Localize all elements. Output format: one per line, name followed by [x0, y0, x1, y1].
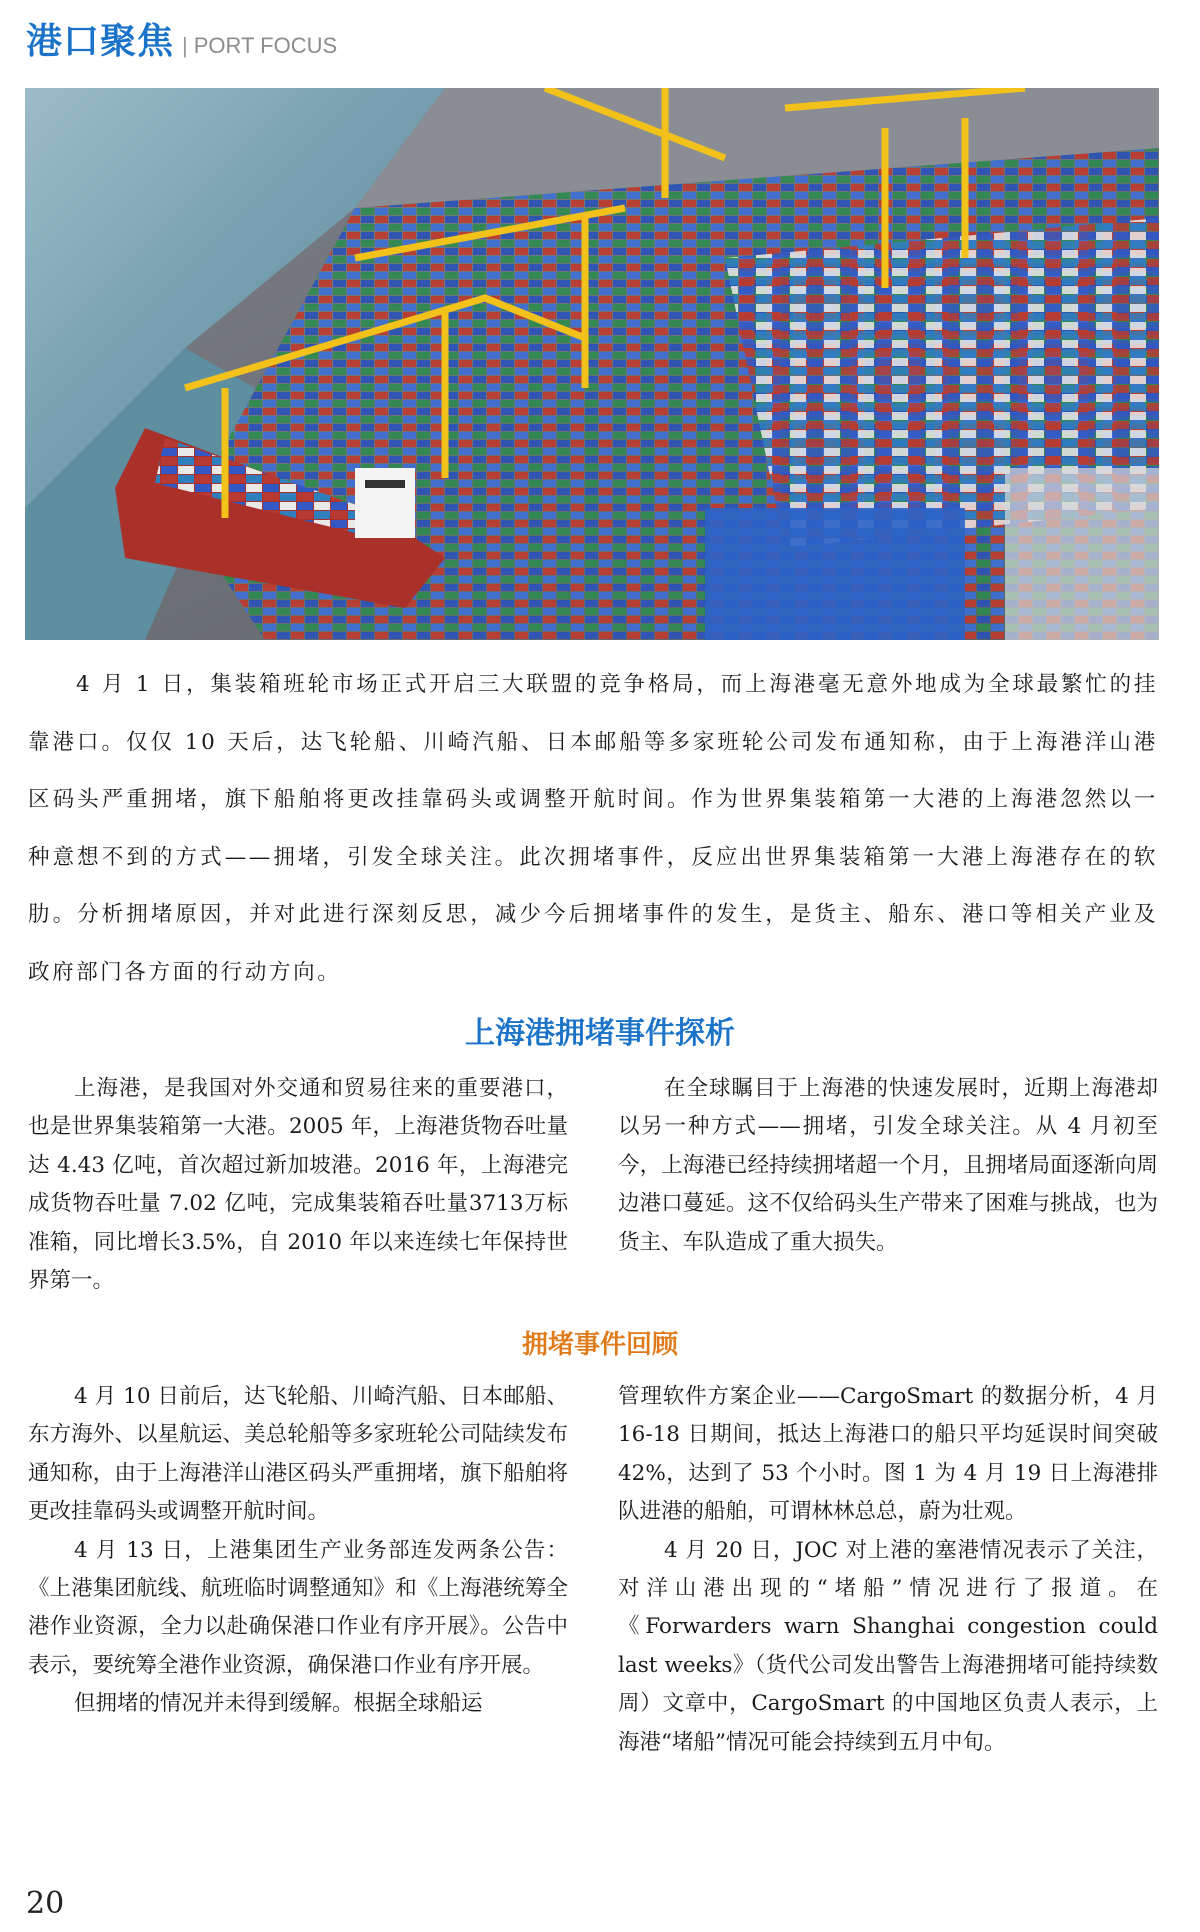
intro-paragraph: 4 月 1 日，集装箱班轮市场正式开启三大联盟的竞争格局，而上海港毫无意外地成为全球最繁忙的挂靠港口。仅仅 10 天后，达飞轮船、川崎汽船、日本邮船等多家班轮公司发布通知称，由于上海港洋山港区码头严重拥堵，旗下船舶将更改挂靠码头或调整开航时间。作为世界集装箱第一大港的上海港忽然以一种意想不到的方式——拥堵，引发全球关注。此次拥堵事件，反应出世界集装箱第一大港上海港存在的软肋。分析拥堵原因，并对此进行深刻反思，减少今后拥堵事件的发生，是货主、船东、港口等相关产业及政府部门各方面的行动方向。: [28, 672, 1158, 985]
subsection-right-column: [618, 1378, 1158, 1762]
header-separator: |: [182, 33, 188, 58]
subsection-left-paragraph: 4 月 13 日，上港集团生产业务部连发两条公告：《上港集团航线、航班临时调整通知》和《上海港统筹全港作业资源，全力以赴确保港口作业有序开展》。公告中表示，要统筹全港作业资源，确保港口作业有序开展。: [28, 1537, 568, 1678]
subsection-right-paragraph: 4 月 20 日，JOC 对上港的塞港情况表示了关注，对洋山港出现的“堵船”情况进行了报道。在《Forwarders warn Shanghai congestion could last weeks》（货代公司发出警告上海港拥堵可能持续数周）文章中，CargoSmart 的中国地区负责人表示，上海港“堵船”情况可能会持续到五月中旬。: [618, 1537, 1158, 1755]
section-left-column: [28, 1070, 568, 1300]
port-photo-illustration: [25, 88, 1159, 640]
subsection-right-paragraph: 管理软件方案企业——CargoSmart 的数据分析，4 月 16-18 日期间，抵达上海港口的船只平均延误时间突破 42%，达到了 53 个小时。图 1 为 4 月 19 日上海港排队进港的船舶，可谓林林总总，蔚为壮观。: [618, 1384, 1158, 1525]
section-right-paragraph: 在全球瞩目于上海港的快速发展时，近期上海港却以另一种方式——拥堵，引发全球关注。从 4 月初至今，上海港已经持续拥堵超一个月，且拥堵局面逐渐向周边港口蔓延。这不仅给码头生产带来了困难与挑战，也为货主、车队造成了重大损失。: [618, 1076, 1158, 1255]
section-heading: 上海港拥堵事件探析: [465, 1016, 735, 1051]
section-left-paragraph: 上海港，是我国对外交通和贸易往来的重要港口，也是世界集装箱第一大港。2005 年，上海港货物吞吐量达 4.43 亿吨，首次超过新加坡港。2016 年，上海港完成货物吞吐量 7.02 亿吨，完成集装箱吞吐量3713万标准箱，同比增长3.5%，自 2010 年以来连续七年保持世界第一。: [28, 1076, 568, 1294]
section-title-en: PORT FOCUS: [193, 33, 338, 58]
subsection-left-paragraph: 但拥堵的情况并未得到缓解。根据全球船运: [74, 1691, 483, 1717]
subsection-heading: 拥堵事件回顾: [521, 1330, 678, 1360]
page-number: 20: [26, 1886, 65, 1921]
section-title-cn: 港口聚焦: [26, 21, 175, 62]
section-right-column: [618, 1070, 1158, 1262]
subsection-left-column: [28, 1378, 568, 1724]
page-header: [26, 14, 337, 64]
subsection-left-paragraph: 4 月 10 日前后，达飞轮船、川崎汽船、日本邮船、东方海外、以星航运、美总轮船等多家班轮公司陆续发布通知称，由于上海港洋山港区码头严重拥堵，旗下船舶将更改挂靠码头或调整开航时间。: [28, 1384, 568, 1525]
hero-image: [25, 88, 1159, 640]
